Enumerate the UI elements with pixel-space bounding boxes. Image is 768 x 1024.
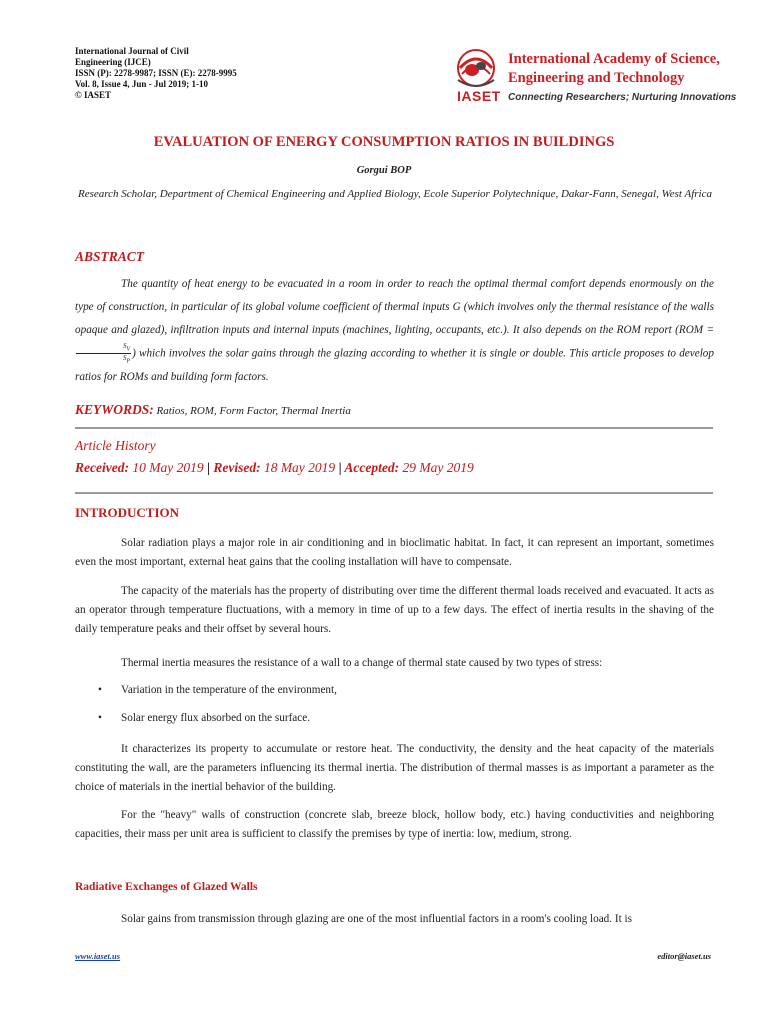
paragraph-text: Thermal inertia measures the resistance of a wall to a change of thermal state caused by two types of stress: (121, 657, 603, 669)
journal-line: ISSN (P): 2278-9987; ISSN (E): 2278-9995 (75, 68, 237, 78)
abstract-text-after: ) which involves the solar gains through the glazing according to whether it is single or double. This article proposes to develop ratios for ROMs and building form factors. (75, 347, 714, 383)
formula-num-symbol: S (123, 342, 127, 350)
paragraph-text: Solar gains from transmission through glazing are one of the most influential factors in a room's cooling load. It is (121, 913, 632, 925)
website-link[interactable]: www.iaset.us (75, 951, 121, 961)
accepted-label: Accepted: (344, 460, 400, 475)
intro-paragraph-1 (75, 534, 714, 572)
logo-name-line1: International Academy of Science, (508, 51, 720, 67)
divider-top (75, 427, 713, 429)
abstract-text-before: The quantity of heat energy to be evacuated in a room in order to reach the optimal thermal comfort depends enormously on the type of construction, in particular of its global volume coefficient of thermal inputs G (which involves only the thermal resistance of the walls opaque and glazed), infiltration inputs and internal inputs (machines, lighting, occupants, etc.). It also depends on the ROM report ( (75, 278, 714, 336)
paper-author: Gorgui BOP (356, 165, 412, 176)
journal-line: Vol. 8, Issue 4, Jun - Jul 2019; 1-10 (75, 79, 208, 89)
abstract-heading: ABSTRACT (75, 249, 145, 264)
paragraph-text: For the "heavy" walls of construction (concrete slab, breeze block, hollow body, etc.) having conductivities and neighboring capacities, their mass per unit area is sufficient to classify the premises by type of inertia: low, medium, strong. (75, 809, 714, 840)
formula-denominator (76, 354, 131, 365)
formula-num-sub: V (126, 346, 131, 353)
revised-label: Revised: (213, 460, 261, 475)
divider-bottom (75, 492, 713, 494)
logo-tagline: Connecting Researchers; Nurturing Innovations (508, 92, 737, 103)
paragraph-text: Solar radiation plays a major role in air conditioning and in bioclimatic habitat. In fact, it can represent an important, sometimes even the most important, external heat gains that the cooling installation will have to compensate. (75, 537, 714, 568)
logo-abbr: IASET (457, 88, 501, 104)
journal-line: © IASET (75, 90, 111, 100)
received-label: Received: (75, 460, 129, 475)
paragraph-text: The capacity of the materials has the property of distributing over time the different thermal loads received and evacuated. It acts as an operator through temperature fluctuations, with a memory in time of up to a few days. The effect of inertia results in the shaving of the daily temperature peaks and their offset by several hours. (75, 585, 714, 635)
formula-lhs: ROM = (678, 324, 714, 336)
formula-den-sub: P (126, 358, 131, 365)
keywords-text: Ratios, ROM, Form Factor, Thermal Inertia (156, 405, 351, 417)
logo-text (508, 50, 737, 103)
editor-email[interactable]: editor@iaset.us (657, 951, 711, 961)
paragraph-text: It characterizes its property to accumulate or restore heat. The conductivity, the density and the heat capacity of the materials constituting the wall, are the parameters influencing its thermal inertia. The distribution of thermal masses is as important a parameter as the choice of materials in the inertial behavior of the building. (75, 743, 714, 793)
formula-numerator (76, 342, 131, 354)
abstract-paragraph (75, 273, 714, 389)
journal-line: Engineering (IJCE) (75, 57, 151, 67)
history-separator: | (206, 460, 210, 475)
formula-fraction (76, 342, 131, 366)
bullet-text: Solar energy flux absorbed on the surface. (121, 712, 310, 724)
radiative-heading: Radiative Exchanges of Glazed Walls (75, 881, 258, 893)
intro-paragraph-2 (75, 582, 714, 639)
intro-paragraph-5 (75, 806, 714, 844)
revised-date: 18 May 2019 (263, 460, 336, 475)
article-history-dates (75, 460, 474, 476)
history-separator: | (338, 460, 342, 475)
keywords-label: KEYWORDS: (75, 402, 154, 417)
radiative-paragraph-1 (75, 910, 714, 929)
journal-line: International Journal of Civil (75, 46, 189, 56)
iaset-logo (450, 46, 737, 106)
article-history-title: Article History (75, 438, 156, 453)
keywords (75, 402, 351, 418)
intro-paragraph-4 (75, 740, 714, 797)
formula-den-symbol: S (123, 354, 127, 363)
abstract-body (75, 273, 714, 389)
journal-info (75, 46, 315, 101)
bullet-dot-icon: • (98, 684, 102, 696)
paper-title: EVALUATION OF ENERGY CONSUMPTION RATIOS IN BUILDINGS (153, 134, 615, 150)
logo-name-line2: Engineering and Technology (508, 70, 685, 86)
author-affiliation: Research Scholar, Department of Chemical Engineering and Applied Biology, Ecole Superior Polytechnique, Dakar-Fann, Senegal, West Africa (78, 188, 712, 200)
introduction-heading: INTRODUCTION (75, 505, 180, 520)
bullet-text: Variation in the temperature of the environment, (121, 684, 337, 696)
intro-paragraph-3 (75, 654, 714, 673)
bullet-dot-icon: • (98, 712, 102, 724)
received-date: 10 May 2019 (132, 460, 204, 475)
accepted-date: 29 May 2019 (402, 460, 474, 475)
